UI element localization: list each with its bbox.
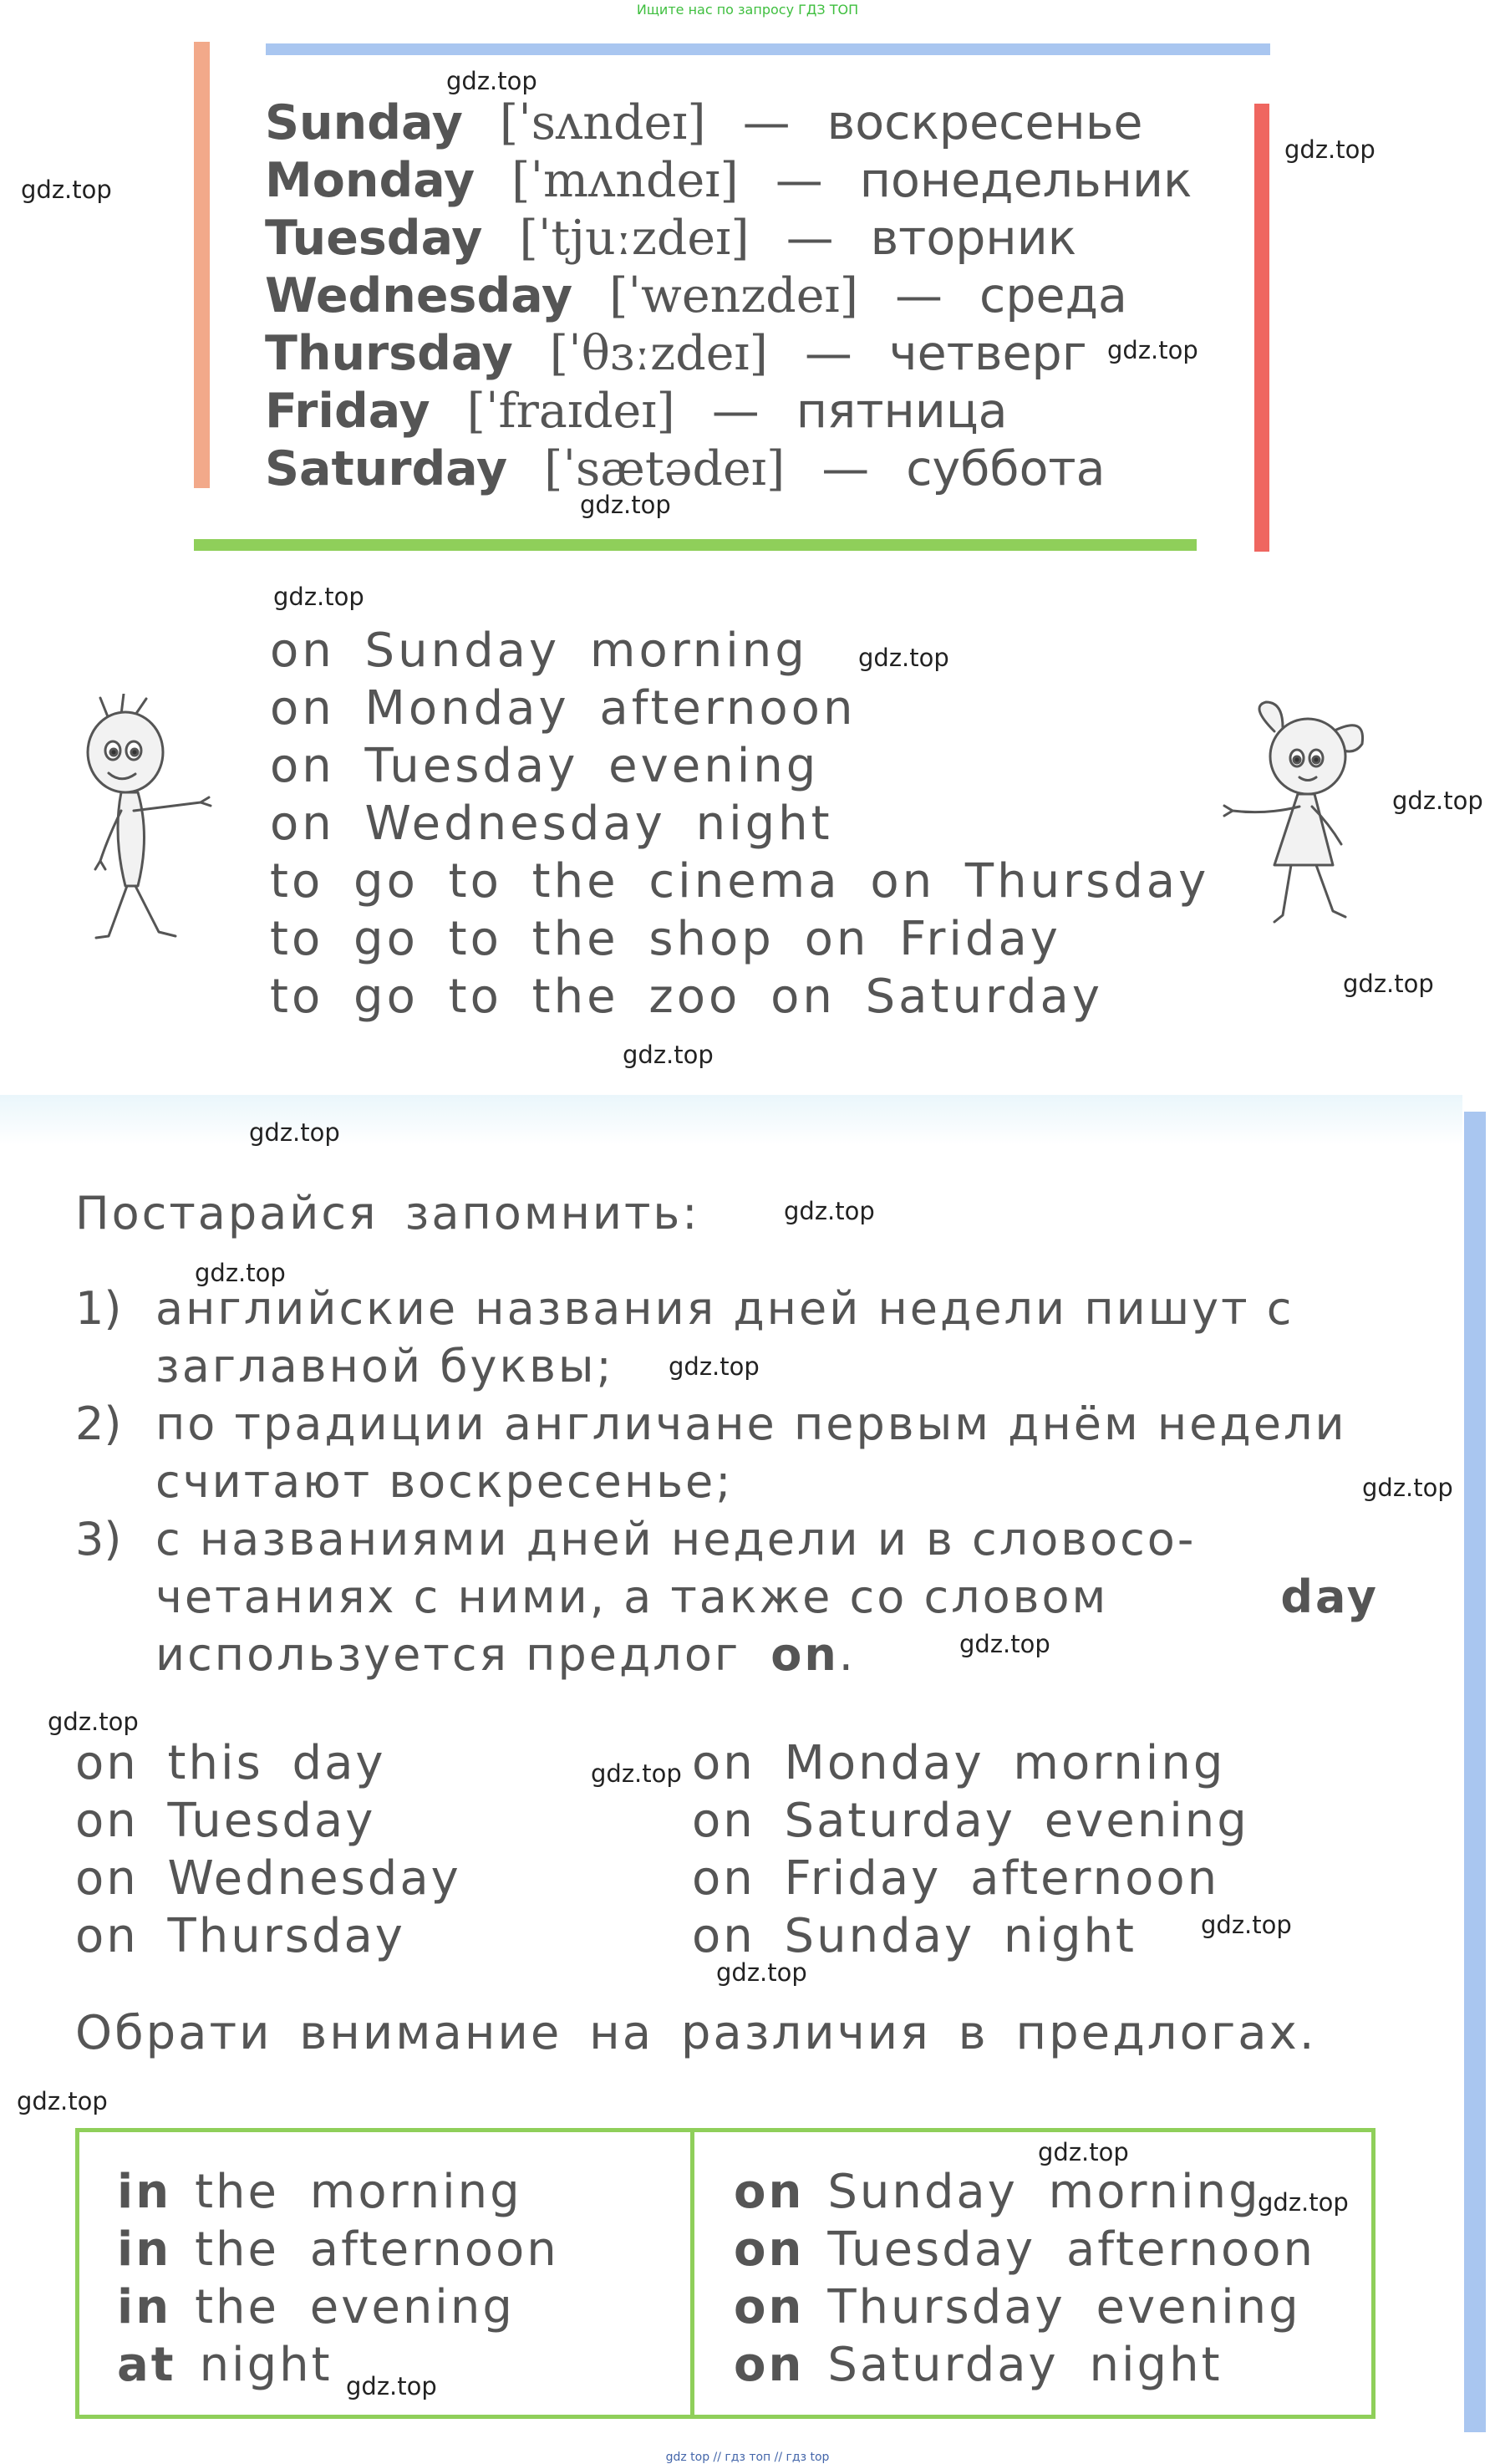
- blue-top-bar: [266, 43, 1270, 55]
- watermark: gdz.top: [959, 1630, 1050, 1658]
- watermark: gdz.top: [1392, 787, 1483, 815]
- preposition: on: [734, 2165, 805, 2219]
- phrase-item: on Wednesday night: [270, 797, 833, 851]
- day-translation: воскресенье: [826, 94, 1143, 150]
- example-item: on Wednesday: [75, 1851, 461, 1906]
- watermark: gdz.top: [1201, 1911, 1292, 1939]
- rule-line: заглавной буквы;: [155, 1340, 614, 1392]
- day-row: [265, 382, 1192, 440]
- watermark: gdz.top: [1362, 1474, 1453, 1502]
- rule-line: считают воскресенье;: [155, 1455, 734, 1508]
- example-item: on Monday morning: [692, 1736, 1226, 1790]
- preposition: at: [117, 2338, 176, 2392]
- day-dash: —: [775, 152, 823, 208]
- day-transcription: [ˈsʌndeɪ]: [499, 94, 706, 150]
- day-dash: —: [742, 94, 791, 150]
- watermark: gdz.top: [784, 1197, 875, 1225]
- footer-note: gdz top // гдз топ // гдз top: [665, 2451, 830, 2464]
- day-dash: —: [804, 325, 852, 381]
- table-divider: [690, 2128, 694, 2419]
- phrases-list: [270, 622, 1209, 1026]
- phrase-item: on Sunday morning: [270, 624, 808, 678]
- right-blue-bar: [1464, 1112, 1486, 2432]
- keyword-on: on: [770, 1628, 839, 1681]
- example-item: on Tuesday: [75, 1794, 376, 1848]
- watermark: gdz.top: [623, 1041, 714, 1069]
- day-name: Thursday: [265, 325, 513, 381]
- remember-title: Постарайся запомнить:: [75, 1187, 700, 1240]
- phrase-rest: Sunday morning: [827, 2165, 1261, 2219]
- preposition: on: [734, 2280, 805, 2334]
- day-name: Sunday: [265, 94, 463, 150]
- day-translation: среда: [979, 267, 1127, 323]
- attention-note: Обрати внимание на различия в предлогах.: [75, 2006, 1317, 2060]
- days-table: [265, 94, 1192, 497]
- day-transcription: [ˈwenzdeɪ]: [609, 267, 858, 323]
- phrase-rest: the evening: [195, 2280, 515, 2334]
- day-translation: понедельник: [859, 152, 1192, 208]
- table-left-column: [117, 2163, 559, 2394]
- day-transcription: [ˈfraɪdeɪ]: [466, 383, 675, 439]
- day-name: Wednesday: [265, 267, 573, 323]
- day-translation: четверг: [888, 325, 1087, 381]
- orange-left-bar: [194, 42, 210, 488]
- rule-line: по традиции англичане первым днём недели: [155, 1397, 1347, 1450]
- examples-left: [75, 1734, 461, 1965]
- phrase-rest: the afternoon: [195, 2222, 559, 2277]
- day-translation: вторник: [870, 210, 1077, 266]
- watermark: gdz.top: [249, 1118, 340, 1147]
- boy-illustration: [75, 694, 217, 944]
- example-item: on this day: [75, 1736, 386, 1790]
- phrase-rest: Tuesday afternoon: [827, 2222, 1315, 2277]
- preposition: on: [734, 2222, 805, 2277]
- phrase-item: to go to the shop on Friday: [270, 912, 1061, 966]
- example-item: on Sunday night: [692, 1909, 1137, 1963]
- example-item: on Thursday: [75, 1909, 405, 1963]
- preposition: on: [734, 2338, 805, 2392]
- rule-text: используется предлог: [155, 1628, 741, 1681]
- phrase-rest: night: [199, 2338, 333, 2392]
- watermark: gdz.top: [580, 491, 671, 519]
- preposition: in: [117, 2280, 172, 2334]
- phrase-item: on Monday afternoon: [270, 681, 857, 736]
- rule-line: с названиями дней недели и в словосо-: [155, 1513, 1197, 1565]
- watermark: gdz.top: [1284, 135, 1376, 164]
- watermark: gdz.top: [446, 67, 537, 95]
- phrase-rest: Saturday night: [827, 2338, 1223, 2392]
- day-dash: —: [711, 383, 760, 439]
- day-name: Monday: [265, 152, 475, 208]
- watermark: gdz.top: [273, 583, 364, 611]
- day-row: [265, 209, 1192, 267]
- girl-illustration: [1216, 698, 1391, 949]
- watermark: gdz.top: [21, 176, 112, 204]
- day-name: Friday: [265, 383, 430, 439]
- rule-line: английские названия дней недели пишут с: [155, 1282, 1294, 1335]
- rule-number: 2): [75, 1397, 122, 1450]
- watermark: gdz.top: [858, 644, 949, 672]
- rule-number: 1): [75, 1282, 122, 1335]
- watermark: gdz.top: [591, 1759, 682, 1788]
- table-row: [117, 2278, 559, 2336]
- watermark: gdz.top: [346, 2372, 437, 2400]
- table-row: [734, 2336, 1315, 2394]
- example-item: on Saturday evening: [692, 1794, 1249, 1848]
- day-row: [265, 94, 1192, 151]
- preposition: in: [117, 2222, 172, 2277]
- preposition: in: [117, 2165, 172, 2219]
- day-translation: суббота: [906, 440, 1106, 496]
- phrase-item: on Tuesday evening: [270, 739, 820, 793]
- watermark: gdz.top: [17, 2087, 108, 2115]
- header-note: Ищите нас по запросу ГДЗ ТОП: [636, 2, 859, 18]
- day-dash: —: [786, 210, 834, 266]
- day-transcription: [ˈθɜːzdeɪ]: [549, 325, 768, 381]
- day-row: [265, 151, 1192, 209]
- day-row: [265, 324, 1192, 382]
- watermark: gdz.top: [716, 1958, 807, 1987]
- phrase-rest: Thursday evening: [827, 2280, 1301, 2334]
- table-right-column: [734, 2163, 1315, 2394]
- table-row: [734, 2163, 1315, 2221]
- day-transcription: [ˈsætədeɪ]: [544, 440, 786, 496]
- green-bottom-bar: [194, 539, 1197, 551]
- table-row: [117, 2336, 559, 2394]
- day-dash: —: [821, 440, 870, 496]
- watermark: gdz.top: [195, 1259, 286, 1287]
- rule-number: 3): [75, 1513, 122, 1565]
- day-name: Tuesday: [265, 210, 483, 266]
- day-translation: пятница: [796, 383, 1008, 439]
- table-row: [734, 2278, 1315, 2336]
- watermark: gdz.top: [1258, 2188, 1349, 2217]
- rule-text: четаниях с ними, а также со словом: [155, 1571, 1109, 1623]
- table-row: [117, 2221, 559, 2278]
- phrase-item: to go to the zoo on Saturday: [270, 970, 1103, 1024]
- phrase-item: to go to the cinema on Thursday: [270, 854, 1210, 909]
- example-item: on Friday afternoon: [692, 1851, 1220, 1906]
- table-row: [734, 2221, 1315, 2278]
- watermark: gdz.top: [1038, 2138, 1129, 2166]
- rule-line: [155, 1628, 856, 1681]
- day-dash: —: [895, 267, 943, 323]
- examples-right: [692, 1734, 1249, 1965]
- table-row: [117, 2163, 559, 2221]
- rule-line: [155, 1571, 1379, 1623]
- watermark: gdz.top: [1107, 336, 1198, 364]
- watermark: gdz.top: [48, 1708, 139, 1736]
- day-transcription: [ˈtjuːzdeɪ]: [519, 210, 750, 266]
- day-row: [265, 267, 1192, 324]
- phrase-rest: the morning: [195, 2165, 522, 2219]
- watermark: gdz.top: [1343, 970, 1434, 998]
- rule-period: .: [838, 1628, 856, 1681]
- day-name: Saturday: [265, 440, 508, 496]
- red-right-bar: [1254, 104, 1269, 552]
- day-row: [265, 440, 1192, 497]
- watermark: gdz.top: [669, 1352, 760, 1381]
- keyword-day: day: [1280, 1571, 1379, 1623]
- day-transcription: [ˈmʌndeɪ]: [511, 152, 739, 208]
